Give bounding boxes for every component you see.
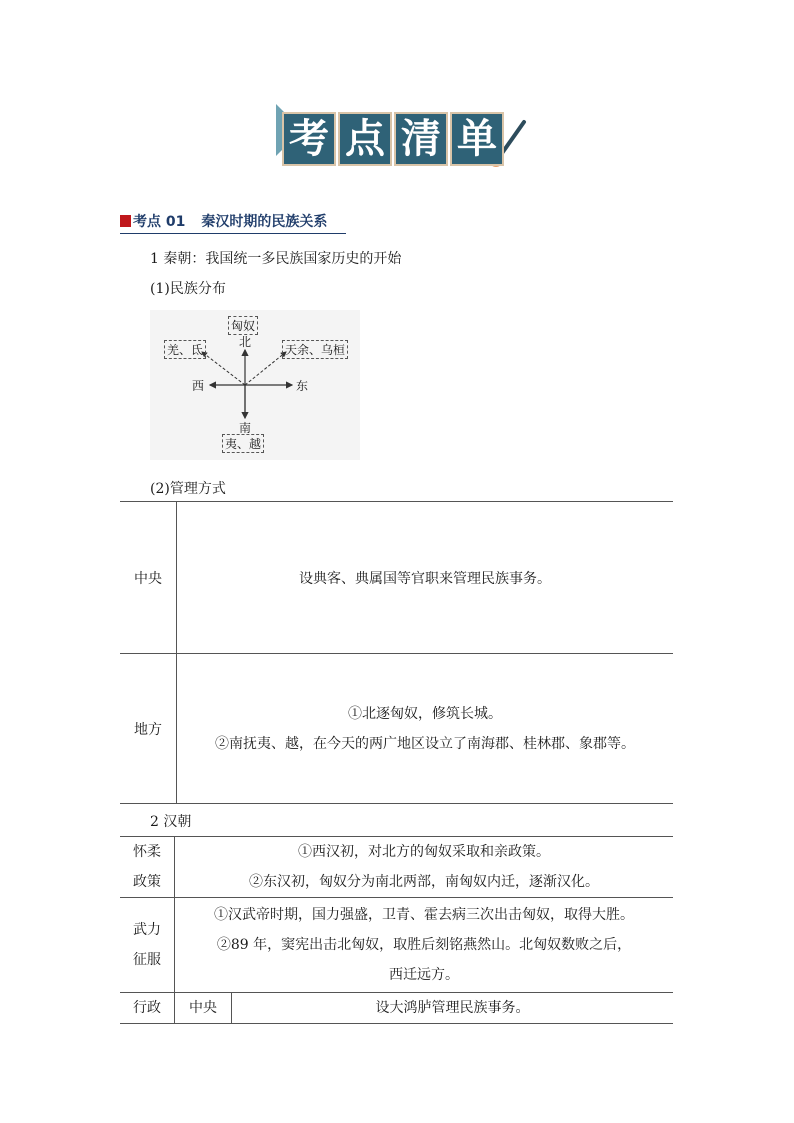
label-east: 东 <box>296 379 309 393</box>
table-row <box>120 502 673 654</box>
table-row <box>120 993 673 1024</box>
qin-heading: 1 秦朝：我国统一多民族国家历史的开始 <box>150 251 402 267</box>
military-label <box>120 898 175 993</box>
label-north: 北 <box>239 335 252 349</box>
military-line-1: ①汉武帝时期，国力强盛，卫青、霍去病三次出击匈奴，取得大胜。 <box>214 907 634 923</box>
military-label-b: 征服 <box>133 952 161 968</box>
admin-text: 设大鸿胪管理民族事务。 <box>232 993 674 1024</box>
military-line-3: 西迁远方。 <box>389 967 459 983</box>
admin-label: 行政 <box>120 993 175 1024</box>
local-text <box>177 654 674 804</box>
central-text: 设典客、典属国等官职来管理民族事务。 <box>177 502 674 654</box>
qin-management-table <box>120 501 673 804</box>
military-text <box>175 898 674 993</box>
label-west: 西 <box>192 379 205 393</box>
qin-sub1: (1)民族分布 <box>150 281 226 297</box>
table-row <box>120 837 673 898</box>
table-row <box>120 898 673 993</box>
ethnic-distribution-diagram <box>150 310 360 460</box>
conciliation-text <box>175 837 674 898</box>
label-south: 南 <box>239 421 252 435</box>
banner-char-4: 单 <box>450 112 504 166</box>
label-yi-yue: 夷、越 <box>222 434 264 453</box>
section-title: 秦汉时期的民族关系 <box>201 214 328 230</box>
military-label-a: 武力 <box>133 922 161 938</box>
red-square-icon <box>120 215 131 227</box>
han-policy-table <box>120 836 673 1024</box>
qin-sub2: (2)管理方式 <box>150 481 226 497</box>
section-heading <box>120 211 346 234</box>
table-row <box>120 654 673 804</box>
banner-char-3: 清 <box>394 112 448 166</box>
label-northeast-groups: 天余、乌桓 <box>282 340 348 359</box>
han-heading: 2 汉朝 <box>150 814 192 830</box>
conciliation-label-a: 怀柔 <box>133 844 161 860</box>
local-label: 地方 <box>120 654 177 804</box>
conciliation-line-1: ①西汉初，对北方的匈奴采取和亲政策。 <box>298 844 550 860</box>
conciliation-label-b: 政策 <box>133 874 161 890</box>
military-line-2: ②89 年，窦宪出击北匈奴，取胜后刻铭燕然山。北匈奴数败之后， <box>216 937 632 953</box>
conciliation-label <box>120 837 175 898</box>
section-prefix: 考点 01 <box>133 214 186 230</box>
central-label: 中央 <box>120 502 177 654</box>
label-xiongnu: 匈奴 <box>228 316 258 335</box>
admin-sub-label: 中央 <box>175 993 232 1024</box>
banner-char-1: 考 <box>282 112 336 166</box>
local-line-1: ①北逐匈奴，修筑长城。 <box>348 705 502 722</box>
conciliation-line-2: ②东汉初，匈奴分为南北两部，南匈奴内迁，逐渐汉化。 <box>249 874 599 890</box>
label-qiang-di: 羌、氐 <box>164 340 206 359</box>
banner-char-2: 点 <box>338 112 392 166</box>
local-line-2: ②南抚夷、越，在今天的两广地区设立了南海郡、桂林郡、象郡等。 <box>215 735 635 752</box>
banner-title <box>272 100 532 174</box>
